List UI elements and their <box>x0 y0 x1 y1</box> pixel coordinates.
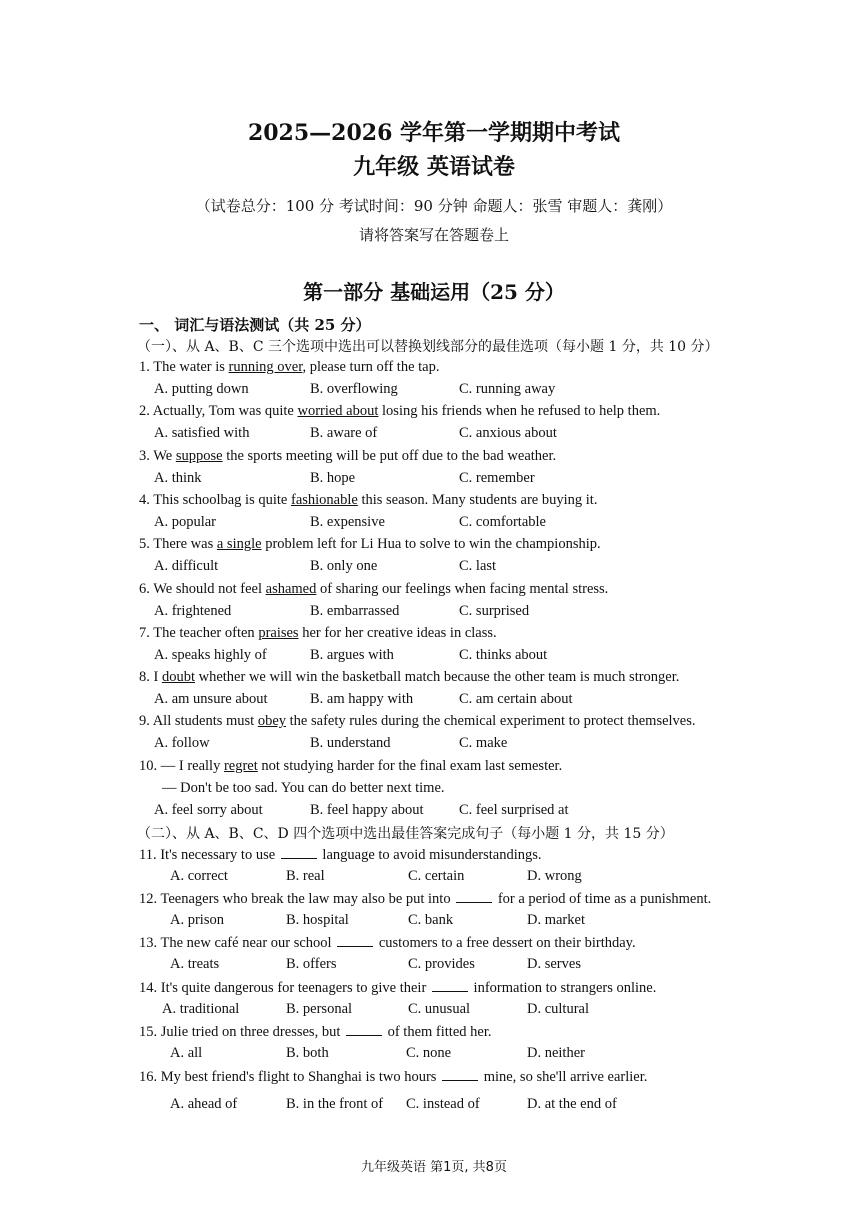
option-d: D. neither <box>527 1045 585 1061</box>
page-footer: 九年级英语 第1页, 共8页 <box>361 1160 507 1175</box>
question-text: 2. Actually, Tom was quite <box>139 403 298 420</box>
question-text: this season. Many students are buying it. <box>357 491 598 508</box>
question-15 <box>139 1023 491 1041</box>
exam-title: 2025—2026 学年第一学期期中考试 <box>247 120 621 146</box>
question-text: losing his friends when he refused to help them. <box>378 403 661 420</box>
question-text: 8. I <box>139 669 162 686</box>
option-c: C. make <box>459 735 508 752</box>
option-d: D. wrong <box>527 868 582 884</box>
question-text: 7. The teacher often <box>139 624 259 641</box>
answer-blank <box>281 846 317 859</box>
option-a: A. feel sorry about <box>154 802 263 818</box>
option-d: D. at the end of <box>527 1096 617 1112</box>
question-text: for a period of time as a punishment. <box>494 891 712 907</box>
option-b: B. argues with <box>310 646 394 663</box>
option-b: B. personal <box>286 1001 353 1017</box>
answer-blank <box>337 934 373 947</box>
question-8 <box>139 669 679 686</box>
option-c: C. none <box>406 1045 452 1061</box>
question-11 <box>139 846 542 864</box>
option-b: B. hope <box>310 469 356 486</box>
option-a: A. popular <box>154 513 217 530</box>
underlined-word: ashamed <box>265 580 317 597</box>
question-16 <box>139 1068 647 1086</box>
option-a: A. frightened <box>154 602 232 619</box>
question-text: not studying harder for the final exam last semester. <box>257 758 563 774</box>
question-text: of them fitted her. <box>383 1024 492 1040</box>
underlined-word: praises <box>258 624 299 641</box>
option-a: A. think <box>154 469 202 486</box>
option-a: A. follow <box>154 735 210 752</box>
option-c: C. instead of <box>406 1096 480 1112</box>
question-text: language to avoid misunderstandings. <box>318 847 542 863</box>
question-text: 10. — I really <box>139 758 224 774</box>
subsection-heading-1: （一）、从 A、B、C 三个选项中选出可以替换划线部分的最佳选项（每小题 1 分，共 10 分） <box>137 339 719 355</box>
question-4 <box>139 492 597 509</box>
section-heading: 一、 词汇与语法测试（共 25 分） <box>139 316 371 334</box>
question-text: mine, so she'll arrive earlier. <box>480 1069 648 1085</box>
option-c: C. feel surprised at <box>459 802 569 818</box>
question-6 <box>139 581 608 598</box>
option-a: A. traditional <box>162 1001 240 1017</box>
option-c: C. last <box>459 558 497 575</box>
question-13 <box>139 934 636 952</box>
option-a: A. am unsure about <box>154 691 268 708</box>
question-text: the safety rules during the chemical experiment to protect themselves. <box>286 713 696 730</box>
option-b: B. in the front of <box>286 1096 384 1112</box>
option-b: B. both <box>286 1045 329 1061</box>
option-b: B. understand <box>310 735 391 752</box>
question-text: 9. All students must <box>139 713 258 730</box>
question-text: 5. There was <box>139 536 217 553</box>
option-a: A. prison <box>170 912 224 928</box>
part-title: 第一部分 基础运用（25 分） <box>303 280 565 304</box>
option-b: B. embarrassed <box>310 602 400 619</box>
option-a: A. correct <box>170 868 228 884</box>
question-5 <box>139 536 601 553</box>
option-c: C. remember <box>459 469 535 486</box>
question-text: information to strangers online. <box>469 980 657 996</box>
option-a: A. all <box>170 1045 203 1061</box>
option-a: A. difficult <box>154 558 219 575</box>
underlined-word: regret <box>223 758 258 774</box>
answer-note: 请将答案写在答题卷上 <box>358 226 509 244</box>
underlined-word: obey <box>257 713 287 730</box>
option-a: A. treats <box>170 956 220 972</box>
option-d: D. serves <box>527 956 581 972</box>
question-text: 12. Teenagers who break the law may also be put into <box>139 891 455 907</box>
option-b: B. overflowing <box>310 381 398 397</box>
answer-blank <box>456 890 492 903</box>
option-b: B. hospital <box>286 912 349 928</box>
answer-blank <box>346 1023 382 1036</box>
option-c: C. provides <box>408 956 475 972</box>
question-14 <box>139 979 656 997</box>
exam-info: （试卷总分：100 分 考试时间：90 分钟 命题人：张雪 审题人：龚刚） <box>195 197 673 215</box>
underlined-word: fashionable <box>290 491 358 508</box>
option-c: C. unusual <box>408 1001 471 1017</box>
option-b: B. aware of <box>310 425 378 442</box>
option-a: A. ahead of <box>170 1096 238 1112</box>
exam-subtitle: 九年级 英语试卷 <box>353 154 515 180</box>
option-c: C. anxious about <box>459 425 557 442</box>
underlined-word: doubt <box>161 669 195 686</box>
question-2 <box>139 403 660 420</box>
underlined-word: suppose <box>175 447 223 464</box>
question-text: 4. This schoolbag is quite <box>139 491 291 508</box>
question-text: 3. We <box>139 447 176 464</box>
question-text: 13. The new café near our school <box>139 935 336 951</box>
question-12 <box>139 890 711 908</box>
question-text: , please turn off the tap. <box>302 359 440 375</box>
question-text: customers to a free dessert on their birthday. <box>375 935 636 951</box>
question-9 <box>139 713 696 730</box>
question-text: of sharing our feelings when facing mental stress. <box>316 580 609 597</box>
option-c: C. certain <box>408 868 465 884</box>
option-c: C. surprised <box>459 602 530 619</box>
option-d: D. cultural <box>527 1001 590 1017</box>
question-text: the sports meeting will be put off due to the bad weather. <box>222 447 557 464</box>
question-text: 15. Julie tried on three dresses, but <box>139 1024 344 1040</box>
option-b: B. real <box>286 868 325 884</box>
option-c: C. thinks about <box>459 646 548 663</box>
answer-blank <box>442 1068 478 1081</box>
underlined-word: a single <box>216 536 262 553</box>
option-b: B. expensive <box>310 513 385 530</box>
subsection-heading-2: （二）、从 A、B、C、D 四个选项中选出最佳答案完成句子（每小题 1 分，共 15 分） <box>137 826 674 842</box>
answer-blank <box>432 979 468 992</box>
underlined-word: running over <box>228 359 303 375</box>
question-text: problem left for Li Hua to solve to win the championship. <box>261 536 601 553</box>
question-text: 6. We should not feel <box>139 580 266 597</box>
question-text: 1. The water is <box>139 359 229 375</box>
question-text: her for her creative ideas in class. <box>298 624 497 641</box>
question-text: 11. It's necessary to use <box>139 847 279 863</box>
option-b: B. offers <box>286 956 337 972</box>
question-text: 14. It's quite dangerous for teenagers to give their <box>139 980 430 996</box>
option-c: C. bank <box>408 912 454 928</box>
option-d: D. market <box>527 912 585 928</box>
option-b: B. only one <box>310 558 378 575</box>
option-c: C. running away <box>459 381 556 397</box>
option-a: A. putting down <box>154 381 249 397</box>
question-text: 16. My best friend's flight to Shanghai is two hours <box>139 1069 441 1085</box>
option-c: C. comfortable <box>459 513 546 530</box>
question-10-response: — Don't be too sad. You can do better next time. <box>162 780 445 796</box>
option-b: B. am happy with <box>310 691 414 708</box>
underlined-word: worried about <box>297 403 379 420</box>
option-c: C. am certain about <box>459 691 573 708</box>
option-a: A. speaks highly of <box>154 646 267 663</box>
question-1 <box>139 359 440 376</box>
option-b: B. feel happy about <box>310 802 424 818</box>
question-text: whether we will win the basketball match because the other team is much stronger. <box>195 669 680 686</box>
question-10 <box>139 758 562 775</box>
question-3 <box>139 448 556 465</box>
question-7 <box>139 625 497 642</box>
option-a: A. satisfied with <box>154 425 250 442</box>
